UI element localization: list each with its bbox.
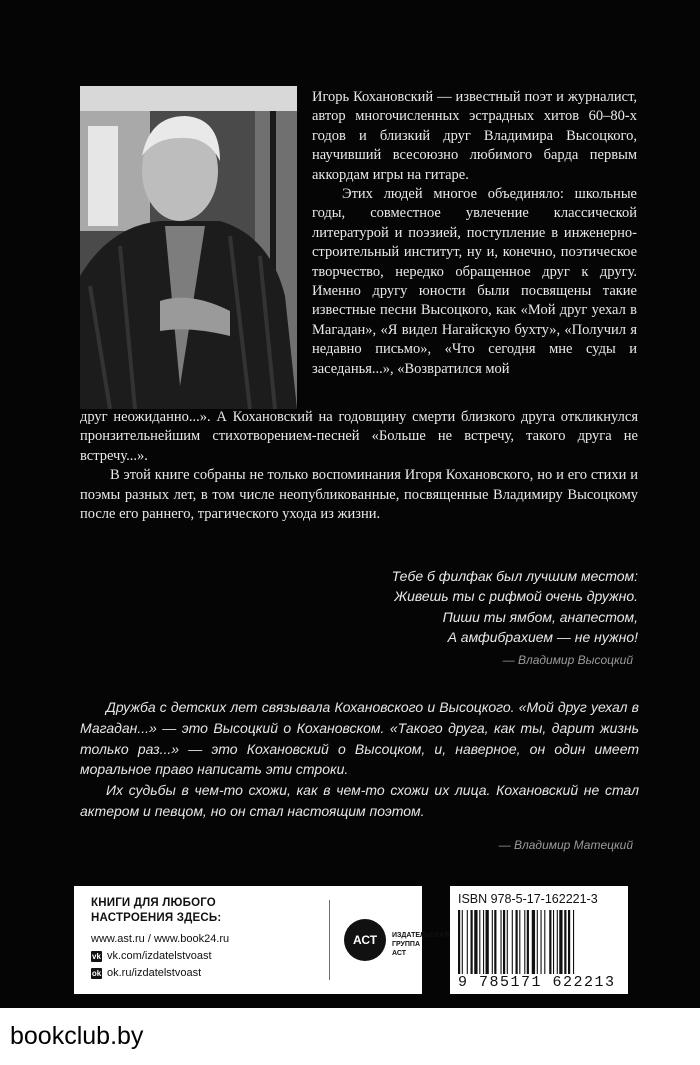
- paragraph: Дружба с детских лет связывала Кохановского и Высоцкого. «Мой друг уехал в Магадан...» — это Высоцкий о Кохановском. «Такого друга, как ты, дарит жизнь только раз...» — это Кохановский о Высоцком, и, наверное, он один имеет моральное право написать эти строки.: [80, 699, 639, 778]
- quote-line: Живешь ты с рифмой очень дружно.: [394, 588, 638, 605]
- barcode-digits: 9 785171 622213: [458, 974, 616, 991]
- annotation-author: — Владимир Матецкий: [498, 838, 633, 852]
- barcode: [458, 910, 620, 974]
- website-links[interactable]: www.ast.ru / www.book24.ru: [91, 933, 230, 945]
- ok-icon: ok: [91, 968, 102, 978]
- paragraph: друг неожиданно...». А Кохановский на годовщину смерти близкого друга откликнулся пронзительнейшим стихотворением-песней «Больше не встречу, такого друга не встречу...».: [80, 409, 638, 464]
- quote-line: А амфибрахием — не нужно!: [447, 629, 638, 646]
- publisher-panel: [74, 886, 450, 994]
- epigraph-quote: [278, 566, 638, 648]
- panel-title: КНИГИ ДЛЯ ЛЮБОГО НАСТРОЕНИЯ ЗДЕСЬ:: [91, 897, 222, 924]
- quote-author: — Владимир Высоцкий: [502, 653, 633, 667]
- ok-link[interactable]: ok ok.ru/izdatelstvoast: [91, 967, 202, 979]
- quote-line: Пиши ты ямбом, анапестом,: [442, 608, 638, 625]
- vk-link[interactable]: vk vk.com/izdatelstvoast: [92, 950, 212, 962]
- paragraph: В этой книге собраны не только воспоминания Игоря Кохановского, но и его стихи и поэмы разных лет, в том числе неопубликованные, посвященные Владимиру Высоцкому после его раннего, трагического ухода из жизни.: [80, 467, 638, 523]
- vk-icon: vk: [92, 951, 101, 961]
- publisher-name: ИЗДАТЕЛЬСКАЯ ГРУППА АСТ: [392, 932, 450, 957]
- paragraph: Этих людей многое объединяло: школьные годы, совместное увлечение классической литературой и поэзией, поступление в инженерно-строительный институт, ну и, конечно, поэтическое творчество, нередко обращенное друг к другу. Именно другу юности были посвящены такие известные песни Высоцкого, как «Мой друг уехал в Магадан», «Я видел Нагайскую бухту», «Получил я недавно письмо», «Что сегодня мне суды и заседанья...», «Возвратился мой: [312, 186, 637, 377]
- divider: [329, 900, 330, 980]
- quote-line: Тебе б филфак был лучшим местом:: [391, 568, 638, 584]
- ast-logo: АСТ: [344, 919, 386, 961]
- paragraph: Их судьбы в чем-то схожи, как в чем-то схожи их лица. Кохановский не стал актером и певцом, но он стал настоящим поэтом.: [80, 782, 639, 819]
- intro-text: [312, 88, 637, 379]
- annotation-text: [80, 697, 639, 822]
- watermark: bookclub.by: [10, 1022, 144, 1050]
- isbn-panel: [450, 886, 628, 994]
- isbn-label: ISBN 978-5-17-162221-3: [458, 892, 598, 906]
- body-text: [80, 408, 638, 524]
- author-photo: [80, 86, 297, 409]
- paragraph: Игорь Кохановский — известный поэт и журналист, автор многочисленных эстрадных хитов 60–80-х годов и близкий друг Владимира Высоцкого, научивший всесоюзно любимого барда первым аккордам игры на гитаре.: [312, 89, 637, 183]
